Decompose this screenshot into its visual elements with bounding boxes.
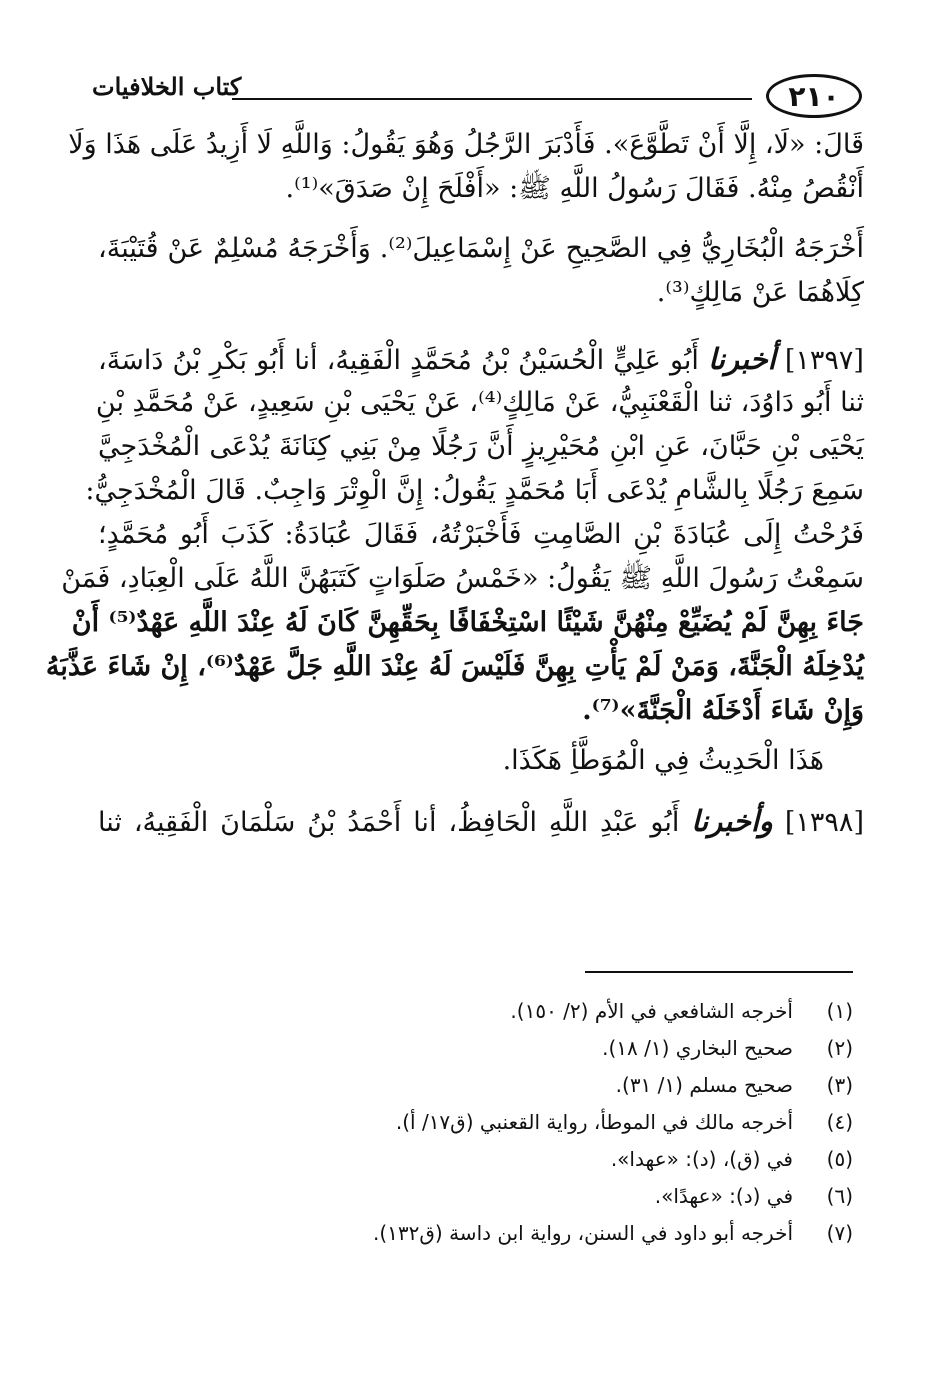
hadith-first-line: أَبُو عَبْدِ اللَّهِ الْحَافِظُ، أنا أَحْمَدُ بْنُ سَلْمَانَ الْفَقِيهُ، ثنا: [98, 807, 680, 838]
text-line: أَخْرَجَهُ الْبُخَارِيُّ فِي الصَّحِيحِ عَنْ إِسْمَاعِيلَ⁽²⁾. وَأَخْرَجَهُ مُسْلِمٌ عَنْ قُتَيْبَةَ،: [98, 233, 865, 264]
main-text: [45, 128, 865, 848]
text-line: ثنا أَبُو دَاوُدَ، ثنا الْقَعْنَبِيُّ، عَنْ مَالِكٍ⁽⁴⁾، عَنْ يَحْيَى بْنِ سَعِيدٍ، عَنْ مُحَمَّدِ بْنِ: [95, 387, 864, 418]
text-line: يُدْخِلَهُ الْجَنَّةَ، وَمَنْ لَمْ يَأْتِ بِهِنَّ فَلَيْسَ لَهُ عِنْدَ اللَّهِ جَلَّ عَهْدٌ⁽⁶⁾، إِنْ شَاءَ عَذَّبَهُ: [45, 651, 864, 682]
book-title: كتاب الخلافيات: [92, 72, 242, 101]
footnote-text: صحيح مسلم (١/ ٣١).: [615, 1073, 793, 1097]
footnote: [87, 1181, 853, 1218]
hadith-1398-header: [98, 804, 864, 848]
footnote: [87, 1107, 853, 1144]
page-header: [92, 68, 862, 128]
header-rule: [232, 98, 752, 100]
footnote-number: (٧): [826, 1221, 853, 1245]
footnote-number: (٦): [826, 1184, 853, 1208]
footnote-number: (١): [826, 999, 853, 1023]
hadith-first-line: أَبُو عَلِيٍّ الْحُسَيْنُ بْنُ مُحَمَّدٍ الْفَقِيهُ، أنا أَبُو بَكْرِ بْنُ دَاسَةَ،: [98, 345, 699, 376]
footnotes: [87, 996, 853, 1255]
footnote-number: (٥): [826, 1147, 853, 1171]
text-line: سَمِعَ رَجُلًا بِالشَّامِ يُدْعَى أَبَا مُحَمَّدٍ يَقُولُ: إِنَّ الْوِتْرَ وَاجِبٌ. قَالَ الْمُخْدَجِيُّ:: [85, 475, 864, 506]
chain-word: وأخبرنا: [691, 804, 773, 838]
footnote: [87, 1070, 853, 1107]
footnote: [87, 1144, 853, 1181]
text-line: جَاءَ بِهِنَّ لَمْ يُضَيِّعْ مِنْهُنَّ شَيْئًا اسْتِخْفَافًا بِحَقِّهِنَّ كَانَ لَهُ عِنْدَ اللَّهِ عَهْدٌ⁽⁵⁾ أَنْ: [71, 607, 864, 638]
footnote-text: في (د): «عهدًا».: [654, 1184, 793, 1208]
text-line: وَإِنْ شَاءَ أَدْخَلَهُ الْجَنَّةَ»⁽⁷⁾.: [582, 695, 864, 726]
footnote: [87, 1218, 853, 1255]
text-line: فَرُحْتُ إِلَى عُبَادَةَ بْنِ الصَّامِتِ فَأَخْبَرْتُهُ، فَقَالَ عُبَادَةُ: كَذَبَ أَبُو مُحَمَّدٍ؛: [98, 519, 864, 550]
footnote-text: أخرجه أبو داود في السنن، رواية ابن داسة (ق١٣٢).: [373, 1221, 793, 1245]
footnote-text: أخرجه الشافعي في الأم (٢/ ١٥٠).: [510, 999, 793, 1023]
footnote-number: (٣): [826, 1073, 853, 1097]
footnote-number: (٢): [826, 1036, 853, 1060]
footnote: [87, 996, 853, 1033]
footnote-separator: [585, 971, 853, 973]
hadith-1397-header: [98, 342, 864, 386]
text-line: أَنْقُصُ مِنْهُ. فَقَالَ رَسُولُ اللَّهِ ﷺ: «أَفْلَحَ إِنْ صَدَقَ»⁽¹⁾.: [285, 173, 864, 204]
text-line: قَالَ: «لَا، إِلَّا أَنْ تَطَّوَّعَ». فَأَدْبَرَ الرَّجُلُ وَهُوَ يَقُولُ: وَاللَّهِ لَا أَزِيدُ عَلَى هَذَا وَلَا: [68, 129, 864, 160]
chain-word: أخبرنا: [708, 342, 776, 376]
text-line: كِلَاهُمَا عَنْ مَالِكٍ⁽³⁾.: [656, 277, 864, 308]
hadith-number: [١٣٩٨]: [784, 807, 864, 838]
footnote-text: أخرجه مالك في الموطأ، رواية القعنبي (ق١٧/ أ).: [395, 1110, 793, 1134]
footnote: [87, 1033, 853, 1070]
hadith-number: [١٣٩٧]: [784, 345, 864, 376]
footnote-text: في (ق)، (د): «عهدا».: [610, 1147, 793, 1171]
footnote-text: صحيح البخاري (١/ ١٨).: [602, 1036, 793, 1060]
closing-note: هَذَا الْحَدِيثُ فِي الْمُوَطَّأِ هَكَذَا.: [502, 745, 824, 776]
text-line: سَمِعْتُ رَسُولَ اللَّهِ ﷺ يَقُولُ: «خَمْسُ صَلَوَاتٍ كَتَبَهُنَّ اللَّهُ عَلَى الْعِبَادِ، فَمَنْ: [61, 563, 864, 594]
page-number: ٢١٠: [766, 74, 862, 118]
footnote-number: (٤): [826, 1110, 853, 1134]
text-line: يَحْيَى بْنِ حَبَّانَ، عَنِ ابْنِ مُحَيْرِيزٍ أَنَّ رَجُلًا مِنْ بَنِي كِنَانَةَ يُدْعَى الْمُخْدَجِيَّ: [98, 431, 864, 462]
